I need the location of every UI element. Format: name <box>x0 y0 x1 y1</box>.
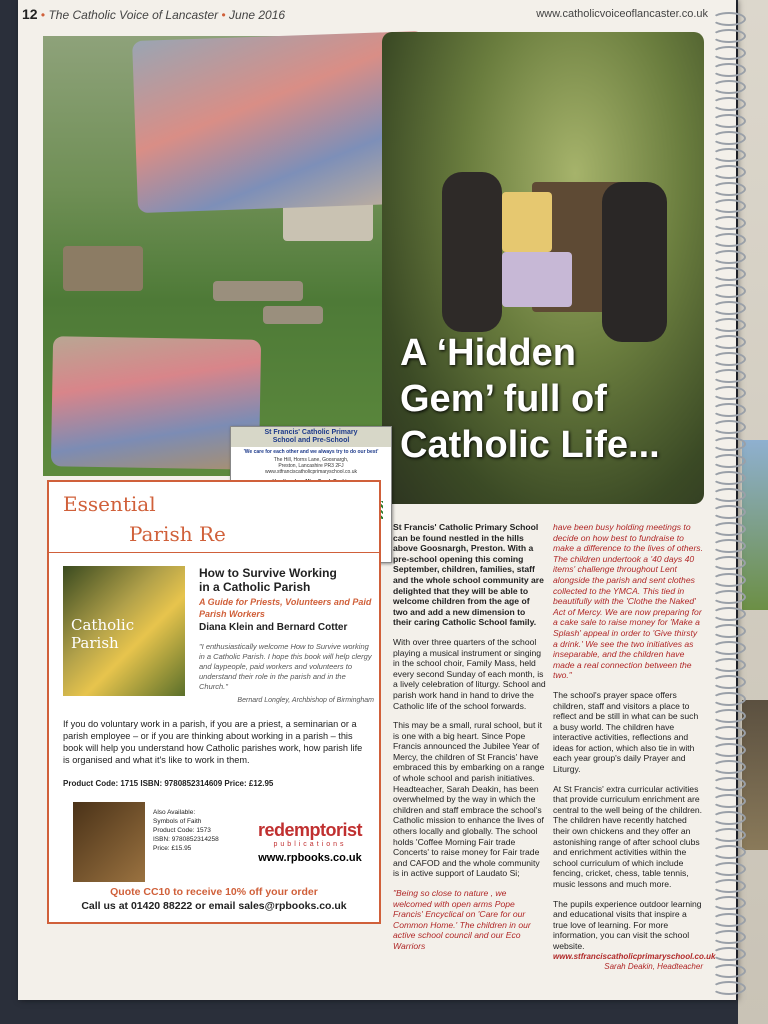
spiral-ring <box>712 709 746 723</box>
page-number: 12 <box>22 6 38 22</box>
book-advert <box>47 480 381 924</box>
school-website: www.stfranciscatholicprimaryschool.co.uk <box>265 469 357 475</box>
book-title <box>199 566 374 594</box>
background-photo <box>742 700 768 850</box>
spiral-ring <box>712 182 746 196</box>
book-endorsement: "I enthusiastically welcome How to Survive working in a Catholic Parish. I hope this book will help clergy and laypeople, paid workers and volunteers to understand their role in the parish and in the Church." <box>199 642 372 691</box>
spiral-ring <box>712 862 746 876</box>
spiral-ring <box>712 335 746 349</box>
order-contact: Call us at 01420 88222 or email sales@rpbooks.co.uk <box>81 900 347 912</box>
spiral-ring <box>712 947 746 961</box>
book-title-line: in a Catholic Parish <box>199 580 311 594</box>
spiral-ring <box>712 879 746 893</box>
spiral-ring <box>712 573 746 587</box>
also-available-label: Also Available: <box>153 809 196 816</box>
article-paragraph: The school's prayer space offers children, staff and visitors a place to reflect and be still in what can be such a busy world. The children have interactive activities, reflections and ideas for action, which also tie in with each year group's daily Prayer and Liturgy. <box>553 689 699 775</box>
header-website: www.catholicvoiceoflancaster.co.uk <box>536 8 708 20</box>
spiral-ring <box>712 148 746 162</box>
publisher-logo: redemptorist <box>257 820 363 840</box>
article-column-2 <box>553 522 716 973</box>
spiral-ring <box>712 437 746 451</box>
spiral-ring <box>712 454 746 468</box>
book-authors: Diana Klein and Bernard Cotter <box>199 622 348 633</box>
spiral-ring <box>712 403 746 417</box>
spiral-ring <box>712 420 746 434</box>
book-title-line: How to Survive Working <box>199 566 337 580</box>
article-quote: "Being so close to nature , we welcomed with open arms Pope Francis' Encyclical on 'Care for our Common Home.' The children in our active school council and our Eco Warriors <box>393 888 531 951</box>
feature-headline <box>400 330 700 468</box>
discount-offer: Quote CC10 to receive 10% off your order <box>110 886 318 898</box>
spiral-ring <box>712 284 746 298</box>
also-book-title: Symbols of Faith <box>153 818 202 825</box>
spiral-ring <box>712 675 746 689</box>
article-paragraph: This may be a small, rural school, but it is one with a big heart. Since Pope Francis announced the Jubilee Year of Mercy, the children of St Francis' have embraced this by embarking on a range of whole school and parish initiatives. Headteacher, Sarah Deakin, has been overwhelmed by the way in which the children and staff embrace the school's Catholic mission to enhance the lives of others locally and globally. The school holds 'Coffee Morning Fair trade Concerts' to raise money for Fair trade and CAFOD and the whole community is in active support of Laudato Si; <box>393 720 545 879</box>
also-isbn: ISBN: 9780852314258 <box>153 836 219 843</box>
article-lead: St Francis' Catholic Primary School can be found nestled in the hills above Goosnargh, Preston. With a pre-school opening this coming September, children, families, staff and the whole school community are delighted that they will be able to welcome children from the age of two and add a new dimension to their caring Catholic School family. <box>393 522 544 628</box>
spiral-ring <box>712 692 746 706</box>
spiral-ring <box>712 743 746 757</box>
spiral-ring <box>712 811 746 825</box>
spiral-ring <box>712 522 746 536</box>
book-cover-title: Catholic Parish <box>71 616 135 652</box>
also-product-code: Product Code: 1573 <box>153 827 211 834</box>
headline-line: Catholic Life... <box>400 424 660 466</box>
publisher-website[interactable]: www.rpbooks.co.uk <box>258 852 362 864</box>
article-paragraph: With over three quarters of the school playing a musical instrument or singing in the school choir, Family Mass, held every second Sunday of each month, is a lively celebration of liturgy. School and parish work hand in hand to drive the Catholic life of the school forwards. <box>393 636 546 711</box>
spiral-ring <box>712 12 746 26</box>
spiral-ring <box>712 607 746 621</box>
endorsement-attribution: Bernard Longley, Archbishop of Birmingham <box>237 697 374 704</box>
spiral-ring <box>712 352 746 366</box>
article-column-1 <box>393 522 546 961</box>
issue-date: June 2016 <box>229 8 286 22</box>
article-quote: have been busy holding meetings to decide on how best to fundraise to make a difference to the lives of others. The children undertook a '40 days 40 items' challenge throughout Lent alongside the parish and sent clothes collected to the YMCA. This tied in beautifully with the 'Clothe the Naked' Act of Mercy. We are now preparing for a cake sale to raise money for 'Make a Splash' appeal in order to 'Give thirsty a drink.' We see the two initiatives as inseparable, and the children have made a real connection between the two." <box>553 522 703 681</box>
publisher-logo-sub: publications <box>273 841 347 848</box>
school-name-line: School and Pre-School <box>272 437 350 444</box>
advert-title: Parish Re <box>129 522 226 546</box>
headline-line: Gem’ full of <box>400 378 607 420</box>
spiral-ring <box>712 46 746 60</box>
book-description: If you do voluntary work in a parish, if you are a priest, a seminarian or a parish employee – or if you are thinking about working in a parish – this book will help you understand how Catholic parishes work, how parish life is organised and what it's like to work in them. <box>63 719 363 765</box>
spiral-ring <box>712 964 746 978</box>
spiral-ring <box>712 301 746 315</box>
headline-line: A ‘Hidden <box>400 332 576 374</box>
spiral-ring <box>712 80 746 94</box>
spiral-ring <box>712 505 746 519</box>
advert-title: Essential <box>63 492 156 516</box>
spiral-ring <box>712 29 746 43</box>
spiral-ring <box>712 131 746 145</box>
page-header <box>22 6 712 24</box>
spiral-ring <box>712 63 746 77</box>
spiral-ring <box>712 590 746 604</box>
school-name-line: St Francis' Catholic Primary <box>264 429 358 436</box>
spiral-ring <box>712 114 746 128</box>
spiral-ring <box>712 233 746 247</box>
spiral-ring <box>712 216 746 230</box>
spiral-ring <box>712 471 746 485</box>
spiral-ring <box>712 981 746 995</box>
school-address: Preston, Lancashire PR3 2FJ <box>278 463 344 469</box>
header-separator: • <box>40 8 46 22</box>
spiral-ring <box>712 828 746 842</box>
symbols-of-faith-cover-image <box>73 802 145 882</box>
spiral-ring <box>712 556 746 570</box>
book-cover-image <box>63 566 185 696</box>
spiral-ring <box>712 658 746 672</box>
background-photo <box>742 440 768 610</box>
spiral-binding <box>712 0 742 1000</box>
spiral-ring <box>712 845 746 859</box>
divider <box>49 552 379 553</box>
spiral-ring <box>712 267 746 281</box>
spiral-ring <box>712 777 746 791</box>
spiral-ring <box>712 930 746 944</box>
spiral-ring <box>712 369 746 383</box>
book-subtitle: A Guide for Priests, Volunteers and Paid Parish Workers <box>199 597 372 619</box>
article-byline: Sarah Deakin, Headteacher <box>604 962 703 972</box>
spiral-ring <box>712 624 746 638</box>
spiral-ring <box>712 896 746 910</box>
spiral-ring <box>712 165 746 179</box>
spiral-ring <box>712 318 746 332</box>
spiral-ring <box>712 726 746 740</box>
school-address: The Hill, Horns Lane, Goosnargh, <box>273 457 349 463</box>
publication-name: The Catholic Voice of Lancaster <box>48 8 219 22</box>
also-price: Price: £15.95 <box>153 845 192 852</box>
spiral-ring <box>712 199 746 213</box>
spiral-ring <box>712 539 746 553</box>
spiral-ring <box>712 760 746 774</box>
spiral-ring <box>712 488 746 502</box>
header-separator: • <box>221 8 226 22</box>
school-website-link[interactable]: www.stfranciscatholicprimaryschool.co.uk <box>553 951 716 961</box>
school-name <box>231 427 391 447</box>
spiral-ring <box>712 386 746 400</box>
article-paragraph: The pupils experience outdoor learning and educational visits that inspire a true love of learning. For more information, you can visit the school website. <box>553 898 702 951</box>
spiral-ring <box>712 913 746 927</box>
book-product-info: Product Code: 1715 ISBN: 9780852314609 Price: £12.95 <box>63 779 274 788</box>
spiral-ring <box>712 97 746 111</box>
spiral-ring <box>712 250 746 264</box>
spiral-ring <box>712 641 746 655</box>
article-paragraph: At St Francis' extra curricular activities that provide curriculum enrichment are central to the well being of the children. The children have recently hatched their own chickens and they offer an astonishing range of after school clubs and enrichment activities within the school curriculum of which include fencing, cricket, chess, table tennis, music lessons and much more. <box>553 783 703 889</box>
school-motto: 'We care for each other and we always try to do our best' <box>243 449 379 455</box>
spiral-ring <box>712 794 746 808</box>
